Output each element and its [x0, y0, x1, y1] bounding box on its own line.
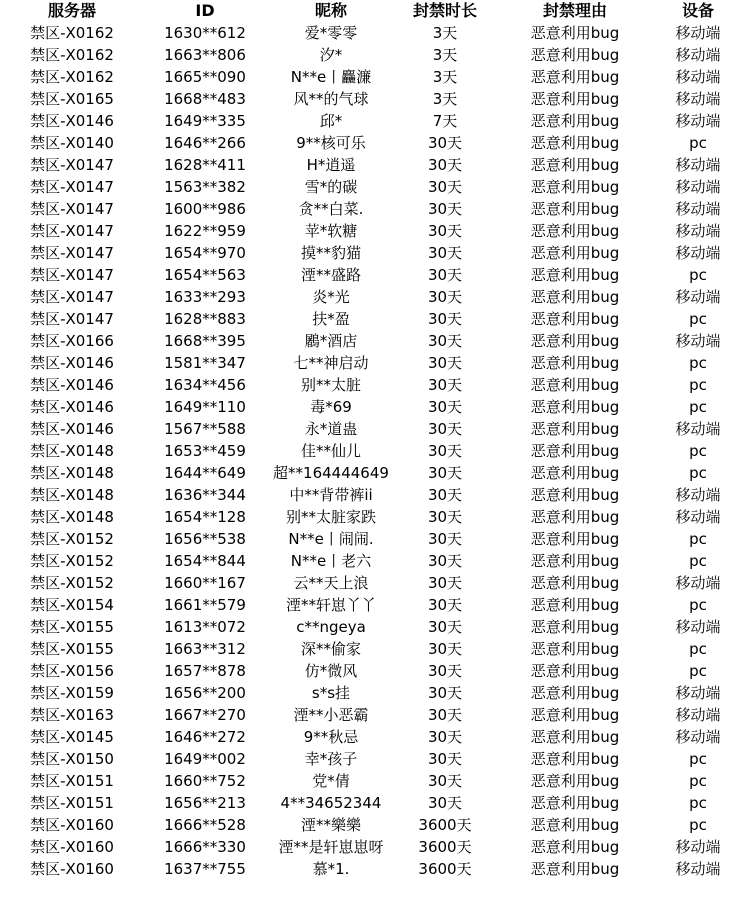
cell-ban-reason: 恶意利用bug: [530, 508, 620, 526]
cell-ban-reason: 恶意利用bug: [530, 728, 620, 746]
table-row: [0, 396, 740, 418]
cell-ban-duration: 30天: [427, 530, 463, 548]
cell-device: pc: [689, 442, 707, 460]
cell-id: 1656**200: [164, 684, 246, 702]
cell-server: 禁区-X0165: [30, 90, 114, 108]
cell-device: 移动端: [675, 508, 721, 526]
cell-ban-reason: 恶意利用bug: [530, 354, 620, 372]
column-header-ban-reason: 封禁理由: [542, 1, 607, 20]
cell-nickname: 湮**是轩崽崽呀: [278, 838, 384, 856]
cell-id: 1649**002: [164, 750, 246, 768]
cell-ban-duration: 3天: [432, 46, 458, 64]
cell-ban-duration: 30天: [427, 376, 463, 394]
table-row: [0, 176, 740, 198]
cell-server: 禁区-X0146: [30, 376, 114, 394]
table-row: [0, 550, 740, 572]
cell-nickname: 中**背带裤ii: [289, 486, 373, 504]
cell-ban-duration: 30天: [427, 442, 463, 460]
cell-nickname: 贪**白菜.: [298, 200, 364, 218]
cell-ban-duration: 3天: [432, 68, 458, 86]
cell-id: 1656**538: [164, 530, 246, 548]
cell-device: 移动端: [675, 706, 721, 724]
cell-server: 禁区-X0148: [30, 486, 114, 504]
cell-device: pc: [689, 816, 707, 834]
cell-id: 1567**588: [164, 420, 246, 438]
cell-ban-duration: 30天: [427, 728, 463, 746]
cell-device: 移动端: [675, 156, 721, 174]
table-row: [0, 132, 740, 154]
cell-server: 禁区-X0152: [30, 552, 114, 570]
table-row: [0, 594, 740, 616]
cell-id: 1657**878: [164, 662, 246, 680]
table-header-row: [0, 0, 740, 22]
table-row: [0, 814, 740, 836]
column-header-server: 服务器: [47, 1, 96, 20]
cell-id: 1654**970: [164, 244, 246, 262]
cell-nickname: 炎*光: [312, 288, 350, 306]
cell-id: 1646**266: [164, 134, 246, 152]
cell-nickname: 4**34652344: [280, 794, 382, 812]
cell-device: 移动端: [675, 288, 721, 306]
cell-device: pc: [689, 376, 707, 394]
cell-ban-duration: 30天: [427, 640, 463, 658]
cell-ban-reason: 恶意利用bug: [530, 860, 620, 878]
cell-id: 1649**335: [164, 112, 246, 130]
cell-server: 禁区-X0146: [30, 112, 114, 130]
cell-ban-duration: 30天: [427, 178, 463, 196]
cell-server: 禁区-X0154: [30, 596, 114, 614]
cell-ban-duration: 30天: [427, 706, 463, 724]
cell-id: 1581**347: [164, 354, 246, 372]
cell-ban-reason: 恶意利用bug: [530, 244, 620, 262]
cell-device: 移动端: [675, 244, 721, 262]
column-header-ban-duration: 封禁时长: [412, 1, 477, 20]
cell-nickname: c**ngeya: [296, 618, 366, 636]
cell-server: 禁区-X0151: [30, 794, 114, 812]
table-row: [0, 374, 740, 396]
cell-server: 禁区-X0147: [30, 266, 114, 284]
cell-ban-reason: 恶意利用bug: [530, 552, 620, 570]
cell-id: 1666**330: [164, 838, 246, 856]
cell-nickname: 扶*盈: [312, 310, 350, 328]
cell-nickname: 深**偷家: [300, 640, 361, 658]
cell-ban-reason: 恶意利用bug: [530, 68, 620, 86]
table-row: [0, 242, 740, 264]
cell-ban-reason: 恶意利用bug: [530, 398, 620, 416]
cell-id: 1663**806: [164, 46, 246, 64]
table-row: [0, 836, 740, 858]
cell-server: 禁区-X0148: [30, 464, 114, 482]
cell-ban-reason: 恶意利用bug: [530, 706, 620, 724]
cell-ban-reason: 恶意利用bug: [530, 486, 620, 504]
table-row: [0, 770, 740, 792]
cell-id: 1663**312: [164, 640, 246, 658]
cell-ban-reason: 恶意利用bug: [530, 772, 620, 790]
cell-id: 1622**959: [164, 222, 246, 240]
cell-ban-duration: 30天: [427, 662, 463, 680]
cell-ban-reason: 恶意利用bug: [530, 530, 620, 548]
cell-nickname: 9**核可乐: [296, 134, 366, 152]
cell-ban-duration: 30天: [427, 508, 463, 526]
cell-ban-duration: 30天: [427, 794, 463, 812]
cell-ban-reason: 恶意利用bug: [530, 684, 620, 702]
cell-device: 移动端: [675, 684, 721, 702]
cell-device: pc: [689, 530, 707, 548]
cell-nickname: s*s挂: [311, 684, 351, 702]
cell-device: 移动端: [675, 46, 721, 64]
cell-server: 禁区-X0162: [30, 46, 114, 64]
cell-ban-reason: 恶意利用bug: [530, 662, 620, 680]
cell-ban-duration: 30天: [427, 464, 463, 482]
cell-ban-reason: 恶意利用bug: [530, 332, 620, 350]
cell-nickname: 湮**小恶霸: [293, 706, 369, 724]
cell-ban-reason: 恶意利用bug: [530, 266, 620, 284]
table-row: [0, 858, 740, 880]
table-row: [0, 484, 740, 506]
cell-nickname: 苹*软糖: [304, 222, 358, 240]
cell-nickname: 汐*: [319, 46, 343, 64]
table-row: [0, 308, 740, 330]
cell-nickname: 慕*1.: [312, 860, 350, 878]
table-row: [0, 726, 740, 748]
cell-server: 禁区-X0166: [30, 332, 114, 350]
cell-nickname: 爱*零零: [304, 24, 358, 42]
cell-ban-reason: 恶意利用bug: [530, 112, 620, 130]
cell-device: 移动端: [675, 178, 721, 196]
cell-device: pc: [689, 310, 707, 328]
cell-ban-duration: 3600天: [418, 838, 472, 856]
cell-ban-reason: 恶意利用bug: [530, 134, 620, 152]
cell-device: pc: [689, 134, 707, 152]
cell-ban-reason: 恶意利用bug: [530, 640, 620, 658]
cell-device: 移动端: [675, 860, 721, 878]
cell-device: 移动端: [675, 24, 721, 42]
cell-ban-duration: 3天: [432, 90, 458, 108]
cell-ban-duration: 30天: [427, 420, 463, 438]
table-row: [0, 66, 740, 88]
cell-device: pc: [689, 794, 707, 812]
cell-ban-reason: 恶意利用bug: [530, 420, 620, 438]
cell-nickname: 别**太脏家跌: [285, 508, 376, 526]
table-row: [0, 704, 740, 726]
cell-device: pc: [689, 640, 707, 658]
cell-ban-duration: 30天: [427, 288, 463, 306]
cell-device: 移动端: [675, 618, 721, 636]
cell-nickname: 摸**豹猫: [300, 244, 361, 262]
cell-ban-duration: 30天: [427, 266, 463, 284]
cell-ban-reason: 恶意利用bug: [530, 596, 620, 614]
table-row: [0, 264, 740, 286]
cell-server: 禁区-X0152: [30, 574, 114, 592]
cell-device: 移动端: [675, 574, 721, 592]
cell-nickname: 七**神启动: [293, 354, 369, 372]
cell-id: 1634**456: [164, 376, 246, 394]
cell-server: 禁区-X0150: [30, 750, 114, 768]
cell-id: 1636**344: [164, 486, 246, 504]
cell-nickname: 云**天上浪: [293, 574, 369, 592]
table-row: [0, 330, 740, 352]
cell-nickname: 幸*孩子: [304, 750, 358, 768]
cell-id: 1637**755: [164, 860, 246, 878]
table-row: [0, 88, 740, 110]
cell-ban-duration: 3天: [432, 24, 458, 42]
cell-ban-reason: 恶意利用bug: [530, 838, 620, 856]
table-row: [0, 792, 740, 814]
cell-server: 禁区-X0152: [30, 530, 114, 548]
cell-server: 禁区-X0151: [30, 772, 114, 790]
cell-device: pc: [689, 354, 707, 372]
cell-id: 1666**528: [164, 816, 246, 834]
cell-server: 禁区-X0147: [30, 244, 114, 262]
table-row: [0, 352, 740, 374]
cell-ban-reason: 恶意利用bug: [530, 288, 620, 306]
cell-id: 1628**883: [164, 310, 246, 328]
cell-server: 禁区-X0147: [30, 310, 114, 328]
column-header-nickname: 昵称: [314, 1, 347, 20]
table-body: [0, 22, 740, 880]
cell-ban-duration: 30天: [427, 200, 463, 218]
table-row: [0, 660, 740, 682]
cell-id: 1628**411: [164, 156, 246, 174]
table-row: [0, 528, 740, 550]
cell-ban-duration: 3600天: [418, 816, 472, 834]
cell-ban-duration: 30天: [427, 618, 463, 636]
cell-device: 移动端: [675, 222, 721, 240]
cell-ban-duration: 3600天: [418, 860, 472, 878]
cell-nickname: 9**秋忌: [303, 728, 359, 746]
cell-id: 1600**986: [164, 200, 246, 218]
cell-ban-reason: 恶意利用bug: [530, 156, 620, 174]
cell-server: 禁区-X0162: [30, 24, 114, 42]
cell-server: 禁区-X0155: [30, 640, 114, 658]
cell-nickname: 雪*的碳: [304, 178, 358, 196]
cell-server: 禁区-X0160: [30, 860, 114, 878]
cell-server: 禁区-X0163: [30, 706, 114, 724]
cell-device: 移动端: [675, 200, 721, 218]
cell-device: pc: [689, 596, 707, 614]
cell-device: pc: [689, 398, 707, 416]
cell-device: pc: [689, 750, 707, 768]
cell-nickname: 湮**盛路: [300, 266, 361, 284]
table-row: [0, 572, 740, 594]
cell-ban-duration: 7天: [432, 112, 458, 130]
column-header-id: ID: [195, 1, 215, 20]
cell-nickname: 邱*: [319, 112, 343, 130]
table-row: [0, 638, 740, 660]
cell-nickname: 超**164444649: [273, 464, 389, 482]
cell-server: 禁区-X0148: [30, 508, 114, 526]
cell-id: 1661**579: [164, 596, 246, 614]
cell-id: 1613**072: [164, 618, 246, 636]
table-row: [0, 440, 740, 462]
table-row: [0, 154, 740, 176]
cell-server: 禁区-X0147: [30, 288, 114, 306]
column-header-device: 设备: [681, 1, 714, 20]
cell-ban-duration: 30天: [427, 222, 463, 240]
cell-nickname: N**e丨闹闹.: [288, 530, 374, 548]
cell-server: 禁区-X0147: [30, 222, 114, 240]
cell-ban-duration: 30天: [427, 134, 463, 152]
cell-device: pc: [689, 552, 707, 570]
cell-nickname: 湮**轩崽丫丫: [285, 596, 376, 614]
cell-server: 禁区-X0155: [30, 618, 114, 636]
cell-server: 禁区-X0147: [30, 200, 114, 218]
cell-ban-duration: 30天: [427, 156, 463, 174]
cell-id: 1654**563: [164, 266, 246, 284]
cell-ban-reason: 恶意利用bug: [530, 464, 620, 482]
cell-id: 1667**270: [164, 706, 246, 724]
cell-ban-duration: 30天: [427, 486, 463, 504]
table-row: [0, 220, 740, 242]
cell-ban-duration: 30天: [427, 332, 463, 350]
cell-id: 1649**110: [164, 398, 246, 416]
cell-id: 1668**483: [164, 90, 246, 108]
table-row: [0, 506, 740, 528]
cell-ban-duration: 30天: [427, 596, 463, 614]
cell-ban-duration: 30天: [427, 354, 463, 372]
cell-ban-duration: 30天: [427, 750, 463, 768]
cell-ban-reason: 恶意利用bug: [530, 222, 620, 240]
cell-ban-reason: 恶意利用bug: [530, 618, 620, 636]
cell-id: 1656**213: [164, 794, 246, 812]
cell-nickname: H*逍遥: [306, 156, 356, 174]
cell-nickname: 湮**樂樂: [300, 816, 361, 834]
cell-ban-duration: 30天: [427, 244, 463, 262]
cell-device: pc: [689, 662, 707, 680]
table-row: [0, 462, 740, 484]
cell-device: 移动端: [675, 90, 721, 108]
cell-server: 禁区-X0148: [30, 442, 114, 460]
cell-id: 1665**090: [164, 68, 246, 86]
cell-server: 禁区-X0147: [30, 156, 114, 174]
cell-ban-reason: 恶意利用bug: [530, 24, 620, 42]
table-row: [0, 110, 740, 132]
cell-ban-reason: 恶意利用bug: [530, 750, 620, 768]
cell-nickname: 鷵*酒店: [304, 332, 358, 350]
cell-ban-reason: 恶意利用bug: [530, 178, 620, 196]
cell-nickname: 佳**仙儿: [300, 442, 361, 460]
cell-id: 1654**844: [164, 552, 246, 570]
cell-id: 1660**167: [164, 574, 246, 592]
cell-ban-reason: 恶意利用bug: [530, 200, 620, 218]
cell-server: 禁区-X0145: [30, 728, 114, 746]
cell-nickname: N**e丨老六: [290, 552, 372, 570]
cell-server: 禁区-X0156: [30, 662, 114, 680]
cell-id: 1668**395: [164, 332, 246, 350]
cell-ban-reason: 恶意利用bug: [530, 816, 620, 834]
table-row: [0, 616, 740, 638]
cell-ban-duration: 30天: [427, 574, 463, 592]
table-row: [0, 682, 740, 704]
cell-server: 禁区-X0146: [30, 398, 114, 416]
cell-device: 移动端: [675, 420, 721, 438]
cell-server: 禁区-X0147: [30, 178, 114, 196]
cell-nickname: 党*倩: [312, 772, 350, 790]
cell-id: 1644**649: [164, 464, 246, 482]
cell-device: 移动端: [675, 838, 721, 856]
cell-device: 移动端: [675, 332, 721, 350]
cell-ban-reason: 恶意利用bug: [530, 376, 620, 394]
cell-ban-duration: 30天: [427, 684, 463, 702]
cell-device: pc: [689, 266, 707, 284]
cell-device: 移动端: [675, 112, 721, 130]
cell-ban-reason: 恶意利用bug: [530, 574, 620, 592]
table-row: [0, 44, 740, 66]
cell-server: 禁区-X0146: [30, 354, 114, 372]
cell-nickname: 永*道蛊: [304, 420, 358, 438]
table-row: [0, 418, 740, 440]
cell-ban-reason: 恶意利用bug: [530, 442, 620, 460]
cell-server: 禁区-X0162: [30, 68, 114, 86]
cell-ban-duration: 30天: [427, 398, 463, 416]
table-row: [0, 286, 740, 308]
cell-nickname: 毒*69: [310, 398, 352, 416]
cell-device: 移动端: [675, 68, 721, 86]
table-row: [0, 198, 740, 220]
cell-ban-reason: 恶意利用bug: [530, 794, 620, 812]
table-row: [0, 748, 740, 770]
cell-id: 1660**752: [164, 772, 246, 790]
cell-device: pc: [689, 772, 707, 790]
cell-id: 1633**293: [164, 288, 246, 306]
cell-server: 禁区-X0160: [30, 816, 114, 834]
cell-ban-reason: 恶意利用bug: [530, 46, 620, 64]
cell-id: 1646**272: [164, 728, 246, 746]
cell-ban-reason: 恶意利用bug: [530, 90, 620, 108]
table-row: [0, 22, 740, 44]
cell-ban-duration: 30天: [427, 772, 463, 790]
cell-nickname: 风**的气球: [293, 90, 369, 108]
cell-server: 禁区-X0140: [30, 134, 114, 152]
cell-id: 1654**128: [164, 508, 246, 526]
cell-ban-duration: 30天: [427, 552, 463, 570]
cell-nickname: 仿*微风: [304, 662, 358, 680]
cell-device: pc: [689, 464, 707, 482]
cell-device: 移动端: [675, 486, 721, 504]
cell-device: 移动端: [675, 728, 721, 746]
cell-server: 禁区-X0146: [30, 420, 114, 438]
cell-nickname: 别**太脏: [300, 376, 361, 394]
cell-nickname: N**e丨麤濂: [290, 68, 372, 86]
cell-id: 1653**459: [164, 442, 246, 460]
cell-ban-duration: 30天: [427, 310, 463, 328]
cell-ban-reason: 恶意利用bug: [530, 310, 620, 328]
cell-id: 1630**612: [164, 24, 246, 42]
cell-server: 禁区-X0159: [30, 684, 114, 702]
cell-id: 1563**382: [164, 178, 246, 196]
cell-server: 禁区-X0160: [30, 838, 114, 856]
